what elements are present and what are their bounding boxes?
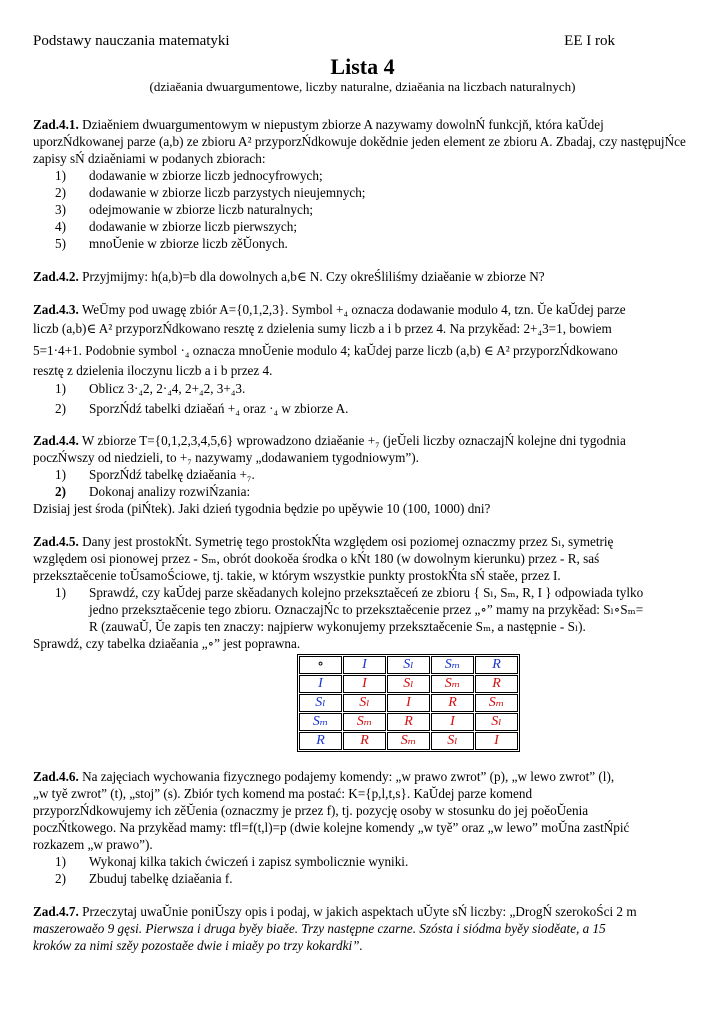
list-item: 5) mnoŬenie w zbiorze liczb zěŬonych. bbox=[55, 236, 288, 251]
table-cell: Sₗ bbox=[475, 713, 518, 731]
course-name: Podstawy nauczania matematyki bbox=[33, 33, 230, 49]
list-item: 3) odejmowanie w zbiorze liczb naturalnych; bbox=[55, 202, 314, 217]
exercise-text-line: jedno przeksztaěcenie tego zbioru. OznaczajŃc to przeksztaěcenie przez „∘” mamy na przykěad: Sₗ∘Sₘ= bbox=[89, 602, 644, 617]
exercise-text-line: „w tyě zwrot” (t), „stoj” (s). Zbiór tych komend ma postać: K={p,l,t,s}. KaŬdej parze komend bbox=[33, 786, 533, 801]
exercise-items bbox=[33, 466, 693, 500]
exercise-text-line: przeksztaěcenie toŬsamoŚciowe, tj. takie, w którym wszystkie punkty prostokŃta sŃ staěe, przez I. bbox=[33, 568, 561, 583]
table-cell: Sₘ bbox=[475, 694, 518, 712]
exercise-label: Zad.4.6. bbox=[33, 769, 79, 784]
exercise-text-line: resztę z dzielenia iloczynu liczb a i b przez 4. bbox=[33, 363, 273, 378]
list-subtitle: (dziaěania dwuargumentowe, liczby naturalne, dziaěania na liczbach naturalnych) bbox=[149, 79, 576, 94]
page-header bbox=[33, 33, 615, 53]
exercise-label: Zad.4.3. bbox=[33, 302, 79, 317]
exercise-text-line: Dany jest prostokŃt. Symetrię tego prostokŃta względem osi poziomej oznaczmy przez Sₗ, symetrię bbox=[82, 534, 614, 549]
exercise-text-line: poczŃwszy od niedzieli, to +₇ nazywamy „dodawaniem tygodniowym”). bbox=[33, 450, 419, 465]
table-cell: R bbox=[431, 694, 474, 712]
exercise-text-line: WeŪmy pod uwagę zbiór A={0,1,2,3}. Symbol +₄ oznacza dodawanie modulo 4, tzn. Ŭe kaŬdej parze bbox=[81, 302, 626, 317]
list-item: 2) dodawanie w zbiorze liczb parzystych nieujemnych; bbox=[55, 185, 366, 200]
exercise-text: Dziaěniem dwuargumentowym w niepustym zbiorze A nazywamy dowolnŃ funkcjň, która kaŬdej uporzŃdkowanej parze (a,b) ze zbioru A² przyporzŃdkowuje dokědnie jeden element ze zbioru A. Zbadaj, czy następujŃce zapisy sŃ dziaěniami w podanych zbiorach: bbox=[33, 117, 686, 166]
exercise-text-line: maszerowaěo 9 gęsi. Pierwsza i druga byěy biaěe. Trzy następne czarne. Szósta i siódma byěy sioděate, a 15 bbox=[33, 921, 606, 936]
exercise-4-3 bbox=[33, 301, 693, 419]
table-row bbox=[299, 675, 518, 693]
table-cell: R bbox=[299, 732, 342, 750]
exercise-items bbox=[33, 379, 693, 419]
exercise-text-line: kroków za nimi szěy pozostaěe dwie i miaěy po trzy kokardki”. bbox=[33, 938, 363, 953]
exercise-label: Zad.4.4. bbox=[33, 433, 79, 448]
operation-table bbox=[297, 654, 520, 752]
table-cell: I bbox=[343, 656, 386, 674]
exercise-text-line: W zbiorze T={0,1,2,3,4,5,6} wprowadzono dziaěanie +₇ (jeŬeli liczby oznaczajŃ kolejne dni tygodnia bbox=[81, 433, 626, 448]
table-row bbox=[299, 656, 518, 674]
exercise-4-2 bbox=[33, 268, 693, 285]
table-cell: ∘ bbox=[299, 656, 342, 674]
exercise-text-line: 5=1·4+1. Podobnie symbol ·₄ oznacza mnoŬenie modulo 4; kaŬdej parze liczb (a,b) ∈ A² przyporzŃdkowano bbox=[33, 343, 618, 358]
list-item: 1) dodawanie w zbiorze liczb jednocyfrowych; bbox=[55, 168, 323, 183]
table-cell: Sₗ bbox=[387, 675, 430, 693]
list-item: 2) Dokonaj analizy rozwiŃzania: bbox=[55, 484, 251, 499]
exercise-4-5 bbox=[33, 533, 693, 752]
table-row bbox=[299, 713, 518, 731]
exercise-4-1 bbox=[33, 116, 693, 252]
table-cell: Sₘ bbox=[431, 675, 474, 693]
exercise-text-line: liczb (a,b)∈ A² przyporzŃdkowano resztę z dzielenia sumy liczb a i b przez 4. Na przykěad: 2+₄3=1, bowiem bbox=[33, 321, 612, 336]
list-item: 1) Oblicz 3·₄2, 2·₄4, 2+₄2, 3+₄3. bbox=[55, 381, 246, 396]
exercise-items bbox=[33, 167, 693, 252]
table-cell: R bbox=[387, 713, 430, 731]
table-cell: I bbox=[343, 675, 386, 693]
table-cell: Sₗ bbox=[343, 694, 386, 712]
list-item: 1) Sprawdź, czy kaŬdej parze skěadanych kolejno przeksztaěceń ze zbioru { Sₗ, Sₘ, R, I } odpowiada tylko bbox=[55, 585, 644, 600]
exercise-text-line: Przeczytaj uwaŬnie poniŬszy opis i podaj, w jakich aspektach uŬyte sŃ liczby: „DrogŃ szerokoŚci 2 m bbox=[82, 904, 637, 919]
exercise-label: Zad.4.1. bbox=[33, 117, 79, 132]
exercise-text: Przyjmijmy: h(a,b)=b dla dowolnych a,b∈ N. Czy okreŚliliśmy dziaěanie w zbiorze N? bbox=[82, 269, 545, 284]
exercise-text-line: Sprawdź, czy tabelka dziaěania „∘” jest poprawna. bbox=[33, 636, 301, 651]
table-cell: I bbox=[431, 713, 474, 731]
table-cell: R bbox=[475, 656, 518, 674]
exercise-4-6 bbox=[33, 768, 693, 887]
table-cell: Sₗ bbox=[431, 732, 474, 750]
exercise-text-line: względem osi pionowej przez - Sₘ, obrót dookoěa środka o kŃt 180 (w dowolnym kierunku) przez - R, saś bbox=[33, 551, 600, 566]
exercise-4-4 bbox=[33, 432, 693, 517]
list-item: 2) Zbuduj tabelkę dziaěania f. bbox=[55, 871, 233, 886]
list-title: Lista 4 bbox=[330, 54, 395, 79]
table-cell: I bbox=[387, 694, 430, 712]
list-item: 1) SporzŃdź tabelkę dziaěania +₇. bbox=[55, 467, 255, 482]
table-cell: Sₗ bbox=[387, 656, 430, 674]
list-item: 2) SporzŃdź tabelki dziaěań +₄ oraz ·₄ w zbiorze A. bbox=[55, 401, 349, 416]
exercise-text-line: przyporzŃdkowujemy ich zěŬenia (oznaczmy je przez f), tj. pozycję osoby w stosunku do jej poěoŬenia bbox=[33, 803, 589, 818]
exercise-items bbox=[33, 584, 693, 601]
list-item: 1) Wykonaj kilka takich ćwiczeń i zapisz symbolicznie wyniki. bbox=[55, 854, 409, 869]
exercise-text-line: rozkazem „w prawo”). bbox=[33, 837, 153, 852]
exercise-text-line: Dzisiaj jest środa (piŃtek). Jaki dzień tygodnia będzie po upěywie 10 (100, 1000) dni? bbox=[33, 501, 491, 516]
table-cell: R bbox=[475, 675, 518, 693]
table-cell: Sₘ bbox=[343, 713, 386, 731]
exercise-text-line: Na zajęciach wychowania fizycznego podajemy komendy: „w prawo zwrot” (p), „w lewo zwrot” (l), bbox=[82, 769, 615, 784]
table-cell: I bbox=[475, 732, 518, 750]
table-cell: Sₘ bbox=[387, 732, 430, 750]
list-item: 4) dodawanie w zbiorze liczb pierwszych; bbox=[55, 219, 297, 234]
table-row bbox=[299, 694, 518, 712]
exercises bbox=[33, 116, 693, 954]
table-cell: I bbox=[299, 675, 342, 693]
group-name: EE I rok bbox=[564, 33, 615, 49]
exercise-items bbox=[33, 853, 693, 887]
exercise-label: Zad.4.2. bbox=[33, 269, 79, 284]
exercise-4-7 bbox=[33, 903, 693, 954]
table-cell: R bbox=[343, 732, 386, 750]
exercise-label: Zad.4.5. bbox=[33, 534, 79, 549]
exercise-text-line: poczŃtkowego. Na przykěad mamy: tfl=f(t,l)=p (dwie kolejne komendy „w tyě” oraz „w lewo” moŬna zastŃpić bbox=[33, 820, 630, 835]
table-cell: Sₘ bbox=[431, 656, 474, 674]
exercise-label: Zad.4.7. bbox=[33, 904, 79, 919]
table-cell: Sₘ bbox=[299, 713, 342, 731]
table-cell: Sₗ bbox=[299, 694, 342, 712]
exercise-text-line: R (zauwaŬ, Ŭe zapis ten znaczy: najpierw wykonujemy przeksztaěcenie Sₘ, a następnie - Sₗ). bbox=[89, 619, 586, 634]
table-row bbox=[299, 732, 518, 750]
